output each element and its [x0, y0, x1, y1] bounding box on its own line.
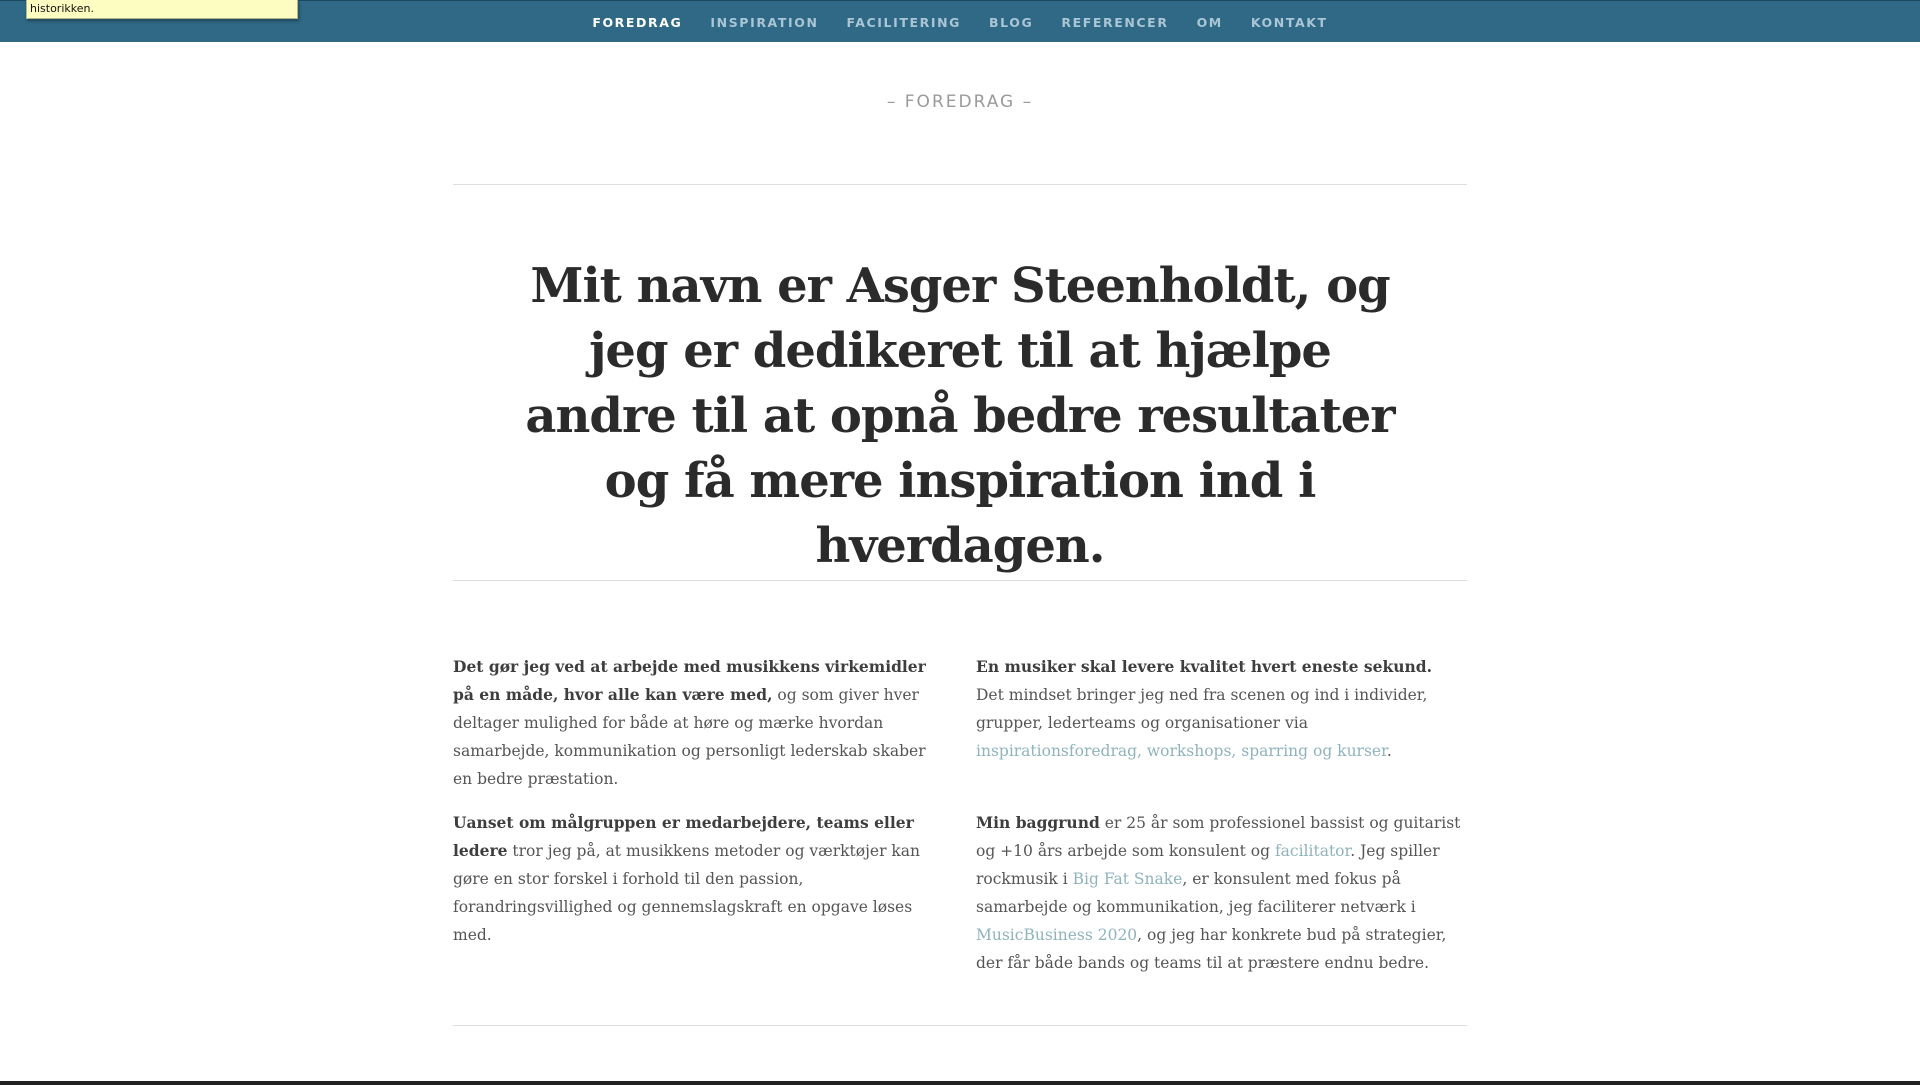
left-p1-text: og som giver hver deltager mulighed for både at høre og mærke hvordan samarbejde, kommunikation og personligt lederskab skaber en bedre præstation. — [453, 686, 926, 788]
browser-tooltip — [26, 0, 298, 19]
nav-item-blog[interactable]: BLOG — [989, 14, 1034, 30]
nav-item-foredrag[interactable]: FOREDRAG — [592, 14, 683, 30]
big-fat-snake-link[interactable]: Big Fat Snake — [1072, 870, 1183, 888]
services-link[interactable]: inspirationsforedrag, workshops, sparring og kurser — [976, 742, 1387, 760]
left-p2-bold: Uanset om målgruppen er medarbejdere, teams eller ledere — [453, 813, 914, 860]
tooltip-text: historikken. — [30, 2, 94, 15]
divider-bottom — [453, 1025, 1467, 1026]
right-paragraph-1 — [976, 653, 1470, 765]
divider-middle — [453, 580, 1467, 581]
left-paragraph-2 — [453, 809, 947, 949]
page-headline: Mit navn er Asger Steenholdt, og jeg er dedikeret til at hjælpe andre til at opnå bedre resultater og få mere inspiration ind i hverdagen. — [525, 258, 1395, 574]
nav-item-om[interactable]: OM — [1196, 14, 1223, 30]
right-paragraph-2 — [976, 809, 1470, 977]
left-p1-bold: Det gør jeg ved at arbejde med musikkens virkemidler på en måde, hvor alle kan være med, — [453, 657, 926, 704]
facilitator-link[interactable]: facilitator — [1274, 842, 1351, 860]
left-text-column — [453, 653, 947, 965]
right-p1-text: Det mindset bringer jeg ned fra scenen og ind i individer, grupper, lederteams og organisationer via — [976, 686, 1428, 732]
window-bottom-edge — [0, 1081, 1920, 1085]
right-p1-bold: En musiker skal levere kvalitet hvert eneste sekund. — [976, 657, 1433, 676]
paragraph-gap — [976, 781, 1470, 809]
right-p2-bold: Min baggrund — [976, 813, 1100, 832]
left-paragraph-1 — [453, 653, 947, 793]
nav-item-kontakt[interactable]: KONTAKT — [1250, 14, 1328, 30]
left-p2-text: tror jeg på, at musikkens metoder og værktøjer kan gøre en stor forskel i forhold til den passion, forandringsvillighed og gennemslagskraft en opgave løses med. — [453, 842, 921, 944]
section-label: – FOREDRAG – — [886, 92, 1034, 112]
right-p1-end: . — [1386, 742, 1392, 760]
musicbusiness-2020-link[interactable]: MusicBusiness 2020 — [976, 926, 1138, 944]
divider-top — [453, 184, 1467, 185]
nav-item-referencer[interactable]: REFERENCER — [1061, 14, 1169, 30]
nav-item-facilitering[interactable]: FACILITERING — [846, 14, 961, 30]
right-p2-text1: er 25 år som professionel bassist og guitarist og +10 års arbejde som konsulent og — [976, 814, 1461, 860]
right-p2-text2: . Jeg spiller rockmusik i — [976, 842, 1440, 888]
right-p2-text4: , og jeg har konkrete bud på strategier, der får både bands og teams til at præstere endnu bedre. — [976, 926, 1447, 972]
right-p2-text3: , er konsulent med fokus på samarbejde og kommunikation, jeg faciliterer netværk i — [976, 870, 1416, 916]
right-text-column — [976, 653, 1470, 993]
nav-item-inspiration[interactable]: INSPIRATION — [710, 14, 819, 30]
